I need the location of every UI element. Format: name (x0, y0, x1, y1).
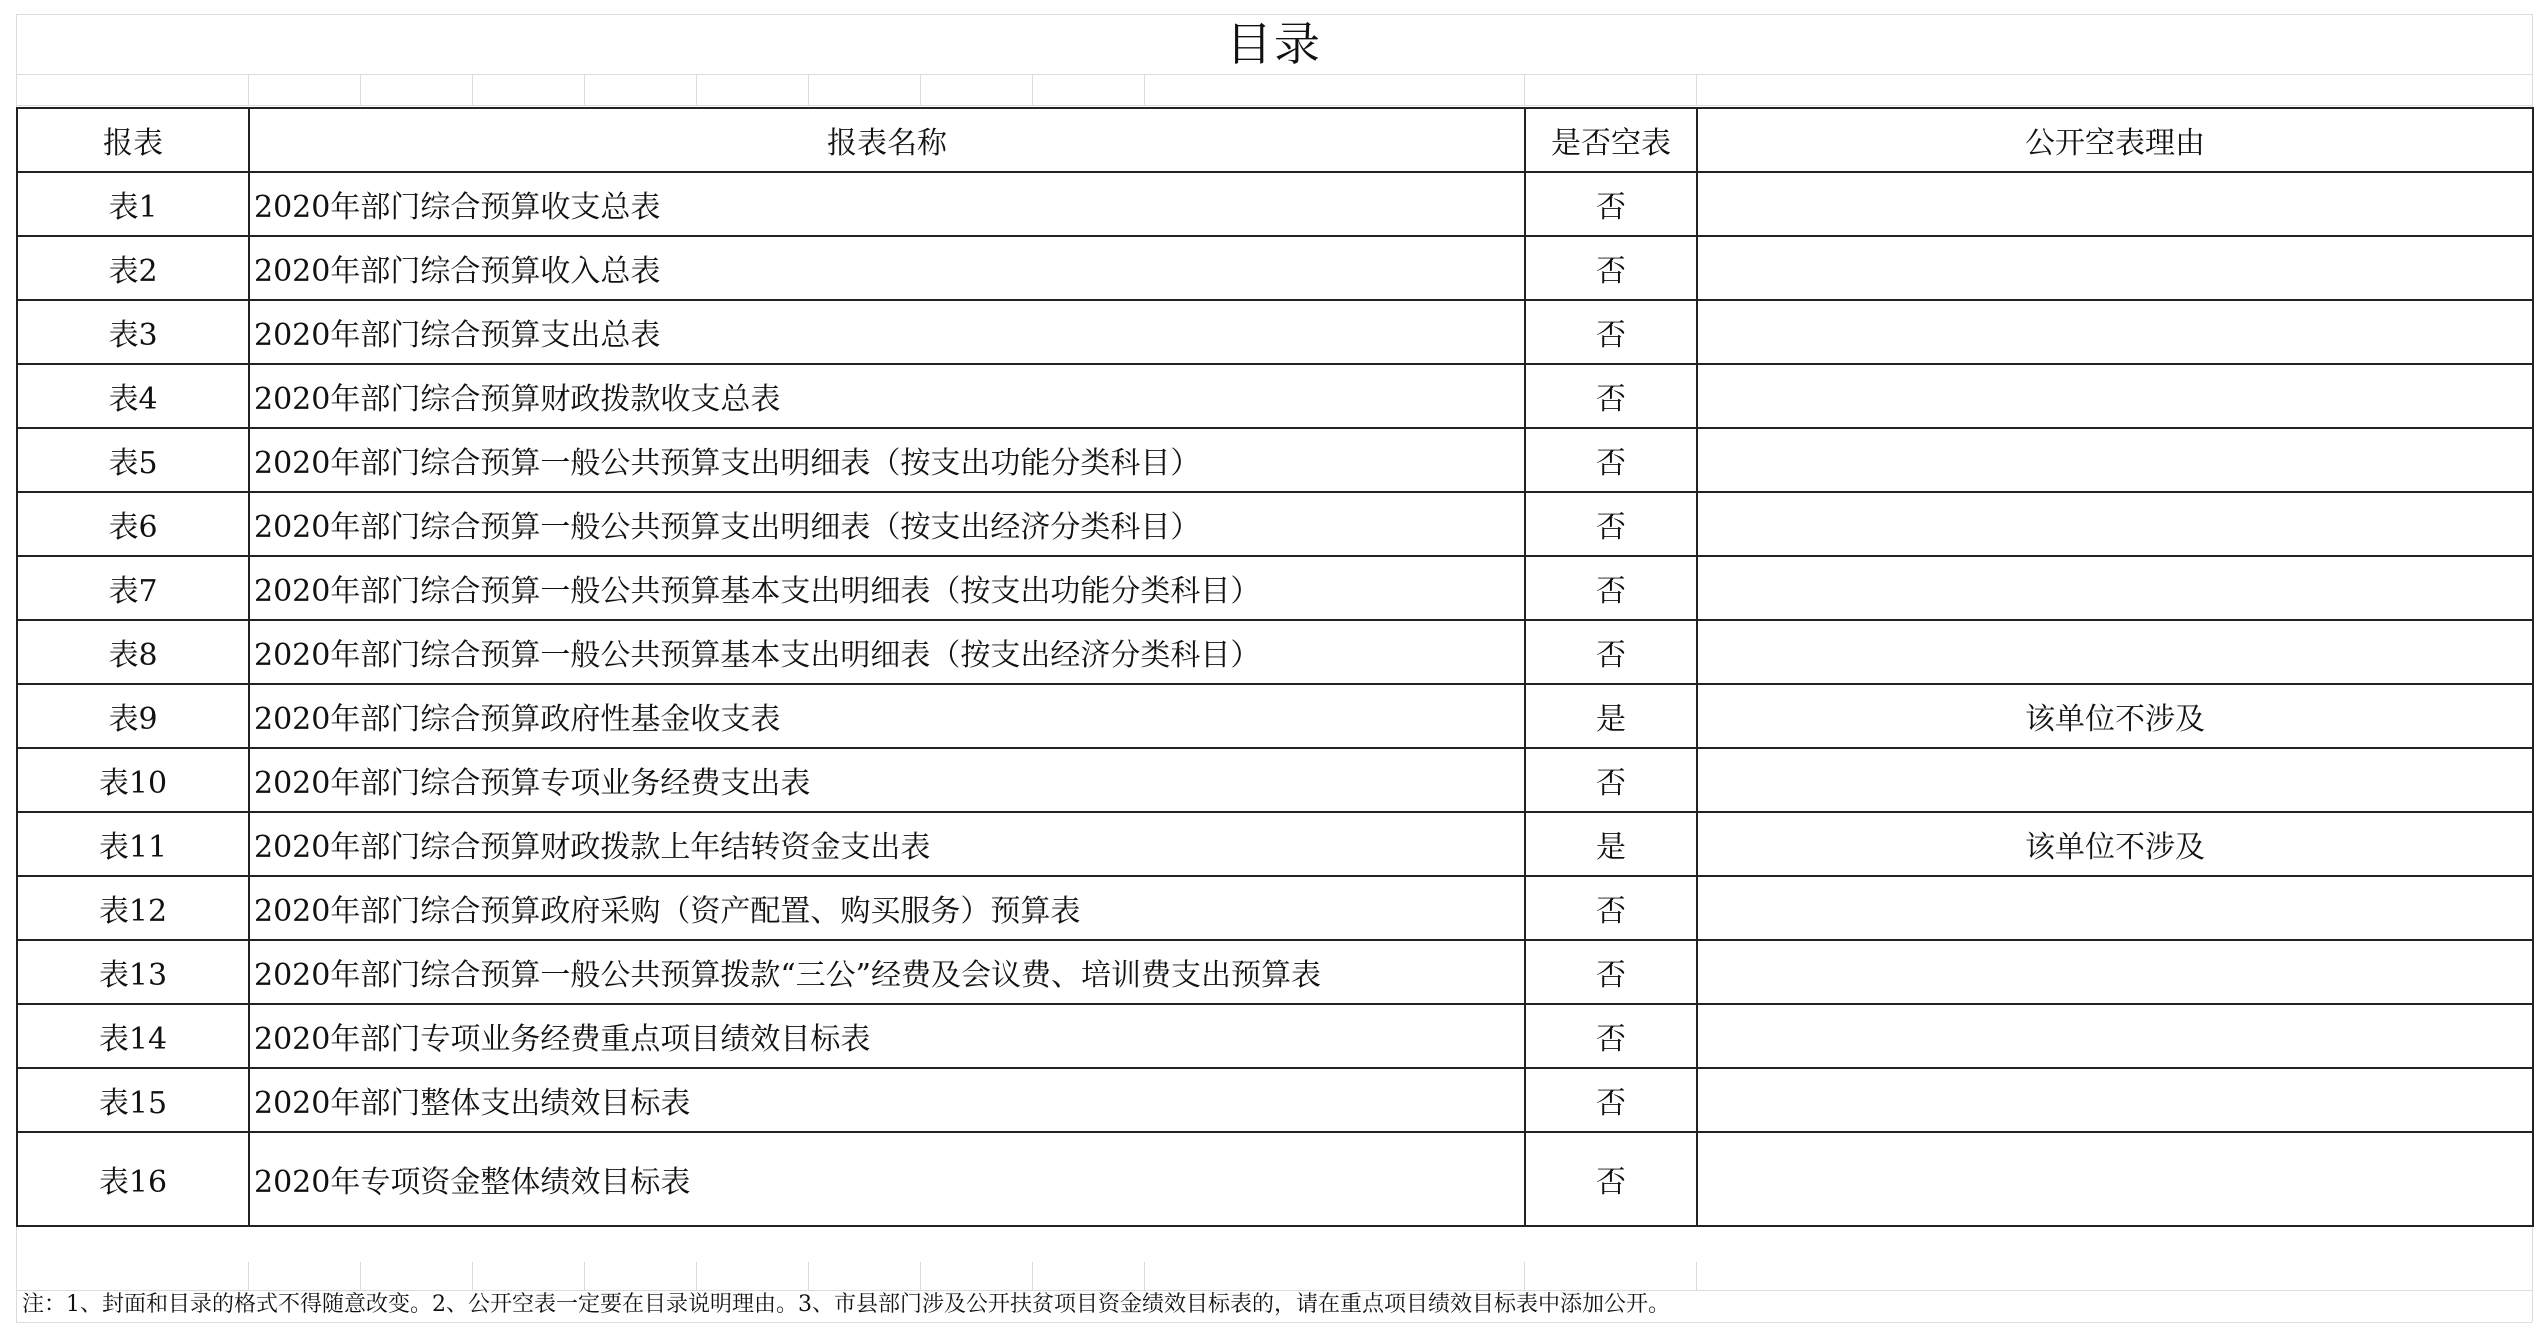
cell-table-name[interactable]: 2020年部门综合预算一般公共预算基本支出明细表（按支出功能分类科目） (249, 556, 1525, 620)
cell-is-empty[interactable]: 否 (1525, 1132, 1697, 1226)
cell-reason[interactable] (1697, 172, 2533, 236)
cell-reason[interactable] (1697, 748, 2533, 812)
cell-table-no[interactable]: 表3 (17, 300, 249, 364)
cell-is-empty[interactable]: 否 (1525, 1004, 1697, 1068)
gridline (1696, 1262, 1697, 1290)
cell-table-name[interactable]: 2020年部门综合预算一般公共预算支出明细表（按支出经济分类科目） (249, 492, 1525, 556)
cell-table-name[interactable]: 2020年部门整体支出绩效目标表 (249, 1068, 1525, 1132)
gridline (16, 105, 2532, 106)
cell-reason[interactable] (1697, 876, 2533, 940)
footnote: 注：1、封面和目录的格式不得随意改变。2、公开空表一定要在目录说明理由。3、市县部门涉及公开扶贫项目资金绩效目标表的，请在重点项目绩效目标表中添加公开。 (22, 1292, 1670, 1317)
cell-is-empty[interactable]: 否 (1525, 620, 1697, 684)
gridline (360, 1262, 361, 1290)
table-row (17, 748, 2533, 812)
gridline (248, 74, 249, 105)
cell-reason[interactable] (1697, 940, 2533, 1004)
cell-table-name[interactable]: 2020年部门综合预算一般公共预算支出明细表（按支出功能分类科目） (249, 428, 1525, 492)
cell-reason[interactable] (1697, 236, 2533, 300)
cell-table-no[interactable]: 表13 (17, 940, 249, 1004)
cell-is-empty[interactable]: 否 (1525, 428, 1697, 492)
gridline (920, 1262, 921, 1290)
gridline (920, 74, 921, 105)
gridline (248, 1262, 249, 1290)
table-row (17, 556, 2533, 620)
cell-table-name[interactable]: 2020年部门综合预算收入总表 (249, 236, 1525, 300)
cell-reason[interactable] (1697, 620, 2533, 684)
gridline (472, 1262, 473, 1290)
gridline (696, 74, 697, 105)
cell-is-empty[interactable]: 否 (1525, 556, 1697, 620)
table-row (17, 684, 2533, 748)
gridline (16, 74, 2532, 75)
table-row (17, 812, 2533, 876)
table-row (17, 428, 2533, 492)
gridline (1696, 74, 1697, 105)
cell-table-name[interactable]: 2020年部门综合预算财政拨款收支总表 (249, 364, 1525, 428)
header-is-empty[interactable]: 是否空表 (1525, 108, 1697, 172)
cell-table-no[interactable]: 表7 (17, 556, 249, 620)
table-row (17, 492, 2533, 556)
cell-table-name[interactable]: 2020年部门综合预算收支总表 (249, 172, 1525, 236)
cell-reason[interactable] (1697, 364, 2533, 428)
table-row (17, 364, 2533, 428)
cell-is-empty[interactable]: 是 (1525, 812, 1697, 876)
cell-is-empty[interactable]: 否 (1525, 748, 1697, 812)
cell-is-empty[interactable]: 否 (1525, 236, 1697, 300)
cell-table-no[interactable]: 表2 (17, 236, 249, 300)
table-row (17, 940, 2533, 1004)
cell-reason[interactable] (1697, 1132, 2533, 1226)
gridline (584, 1262, 585, 1290)
cell-is-empty[interactable]: 否 (1525, 300, 1697, 364)
header-row (17, 108, 2533, 172)
cell-table-no[interactable]: 表4 (17, 364, 249, 428)
gridline (696, 1262, 697, 1290)
gridline (1032, 74, 1033, 105)
cell-table-no[interactable]: 表12 (17, 876, 249, 940)
table-row (17, 620, 2533, 684)
cell-is-empty[interactable]: 否 (1525, 876, 1697, 940)
cell-is-empty[interactable]: 否 (1525, 1068, 1697, 1132)
cell-is-empty[interactable]: 是 (1525, 684, 1697, 748)
cell-table-no[interactable]: 表9 (17, 684, 249, 748)
cell-table-no[interactable]: 表16 (17, 1132, 249, 1226)
cell-reason[interactable] (1697, 492, 2533, 556)
cell-table-no[interactable]: 表11 (17, 812, 249, 876)
table-row (17, 172, 2533, 236)
gridline (472, 74, 473, 105)
header-reason[interactable]: 公开空表理由 (1697, 108, 2533, 172)
cell-table-no[interactable]: 表6 (17, 492, 249, 556)
header-table-name[interactable]: 报表名称 (249, 108, 1525, 172)
cell-table-name[interactable]: 2020年部门综合预算政府性基金收支表 (249, 684, 1525, 748)
table-row (17, 876, 2533, 940)
cell-reason[interactable] (1697, 1068, 2533, 1132)
cell-reason[interactable]: 该单位不涉及 (1697, 812, 2533, 876)
cell-table-name[interactable]: 2020年部门综合预算支出总表 (249, 300, 1525, 364)
table-row (17, 1004, 2533, 1068)
cell-table-name[interactable]: 2020年专项资金整体绩效目标表 (249, 1132, 1525, 1226)
gridline (16, 1322, 2532, 1323)
catalog-table (16, 107, 2534, 1227)
cell-reason[interactable] (1697, 428, 2533, 492)
page-title: 目录 (1226, 17, 1322, 71)
cell-is-empty[interactable]: 否 (1525, 940, 1697, 1004)
cell-is-empty[interactable]: 否 (1525, 172, 1697, 236)
cell-table-name[interactable]: 2020年部门综合预算专项业务经费支出表 (249, 748, 1525, 812)
gridline (1032, 1262, 1033, 1290)
cell-table-no[interactable]: 表8 (17, 620, 249, 684)
gridline (808, 74, 809, 105)
cell-is-empty[interactable]: 否 (1525, 492, 1697, 556)
cell-table-name[interactable]: 2020年部门综合预算财政拨款上年结转资金支出表 (249, 812, 1525, 876)
gridline (1524, 1262, 1525, 1290)
cell-reason[interactable] (1697, 1004, 2533, 1068)
gridline (1144, 1262, 1145, 1290)
cell-table-no[interactable]: 表1 (17, 172, 249, 236)
table-row (17, 300, 2533, 364)
header-table-no[interactable]: 报表 (17, 108, 249, 172)
table-row (17, 236, 2533, 300)
cell-table-name[interactable]: 2020年部门综合预算一般公共预算基本支出明细表（按支出经济分类科目） (249, 620, 1525, 684)
cell-table-no[interactable]: 表5 (17, 428, 249, 492)
cell-table-name[interactable]: 2020年部门专项业务经费重点项目绩效目标表 (249, 1004, 1525, 1068)
cell-reason[interactable] (1697, 556, 2533, 620)
table-row (17, 1068, 2533, 1132)
gridline (808, 1262, 809, 1290)
gridline (360, 74, 361, 105)
cell-is-empty[interactable]: 否 (1525, 364, 1697, 428)
cell-table-no[interactable]: 表10 (17, 748, 249, 812)
cell-table-name[interactable]: 2020年部门综合预算政府采购（资产配置、购买服务）预算表 (249, 876, 1525, 940)
cell-table-no[interactable]: 表15 (17, 1068, 249, 1132)
gridline (1524, 74, 1525, 105)
table-row (17, 1132, 2533, 1226)
gridline (1144, 74, 1145, 105)
cell-reason[interactable] (1697, 300, 2533, 364)
cell-table-name[interactable]: 2020年部门综合预算一般公共预算拨款“三公”经费及会议费、培训费支出预算表 (249, 940, 1525, 1004)
cell-table-no[interactable]: 表14 (17, 1004, 249, 1068)
gridline (584, 74, 585, 105)
cell-reason[interactable]: 该单位不涉及 (1697, 684, 2533, 748)
